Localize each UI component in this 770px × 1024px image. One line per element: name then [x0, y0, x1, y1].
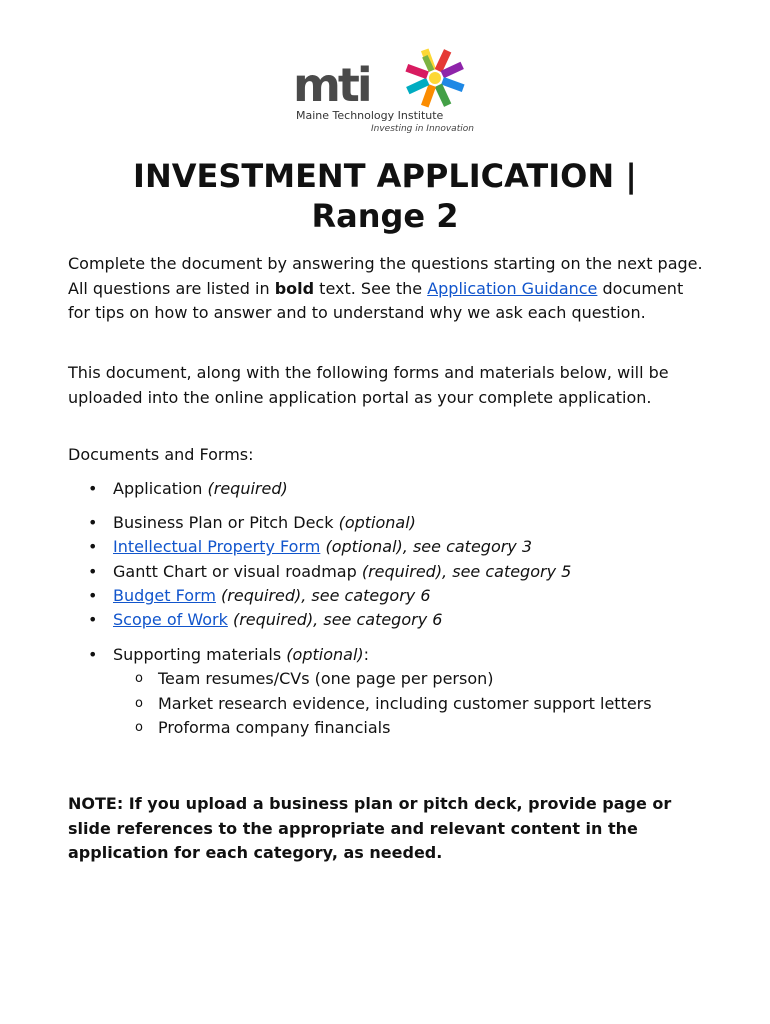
list-item: • Application (required): [68, 477, 708, 501]
page-title: [60, 156, 710, 236]
logo-institute: Maine Technology Institute: [296, 109, 444, 122]
documents-heading: Documents and Forms:: [68, 445, 254, 464]
list-item: • Gantt Chart or visual roadmap (required), see category 5: [68, 560, 708, 584]
list-item: • Scope of Work (required), see category 6: [68, 608, 708, 632]
intro-paragraph: [68, 252, 708, 326]
title-line-1: INVESTMENT APPLICATION |: [133, 157, 637, 195]
list-item: • Supporting materials (optional): o Team resumes/CVs (one page per person) o Market research evidence, including customer support letters o Proforma company financials: [68, 643, 708, 740]
budget-form-link[interactable]: Budget Form: [113, 585, 216, 605]
intro-text-3: document for tips on how to answer and to understand why we ask each question.: [68, 278, 684, 322]
mti-logo: [293, 46, 478, 138]
ip-form-link[interactable]: Intellectual Property Form: [113, 537, 321, 557]
list-item: • Budget Form (required), see category 6: [68, 584, 708, 608]
starburst-icon: [399, 46, 477, 112]
sub-list-item: o Market research evidence, including customer support letters: [113, 692, 708, 716]
logo-text: mti: [293, 58, 370, 112]
list-item: • Intellectual Property Form (optional), see category 3: [68, 535, 708, 559]
intro-bold: bold: [274, 278, 315, 298]
title-line-2: Range 2: [311, 197, 459, 235]
portal-paragraph: This document, along with the following forms and materials below, will be uploaded into the online application portal as your complete application.: [68, 363, 669, 407]
intro-text-2: text. See the: [314, 278, 428, 298]
intro-text-1: Complete the document by answering the questions starting on the next page. All questions are listed in: [68, 254, 703, 298]
sub-list-item: o Team resumes/CVs (one page per person): [113, 667, 708, 691]
documents-list-3: [68, 643, 708, 740]
logo-tagline: Investing in Innovation: [371, 124, 474, 134]
note-paragraph: NOTE: If you upload a business plan or pitch deck, provide page or slide references to the appropriate and relevant content in the application for each category, as needed.: [68, 794, 672, 862]
scope-of-work-link[interactable]: Scope of Work: [113, 610, 228, 630]
supporting-materials-list: [113, 667, 708, 740]
documents-list-2: [68, 511, 708, 632]
application-guidance-link[interactable]: Application Guidance: [427, 278, 598, 298]
sub-list-item: o Proforma company financials: [113, 716, 708, 740]
list-item: • Business Plan or Pitch Deck (optional): [68, 511, 708, 535]
documents-list: [68, 477, 708, 501]
